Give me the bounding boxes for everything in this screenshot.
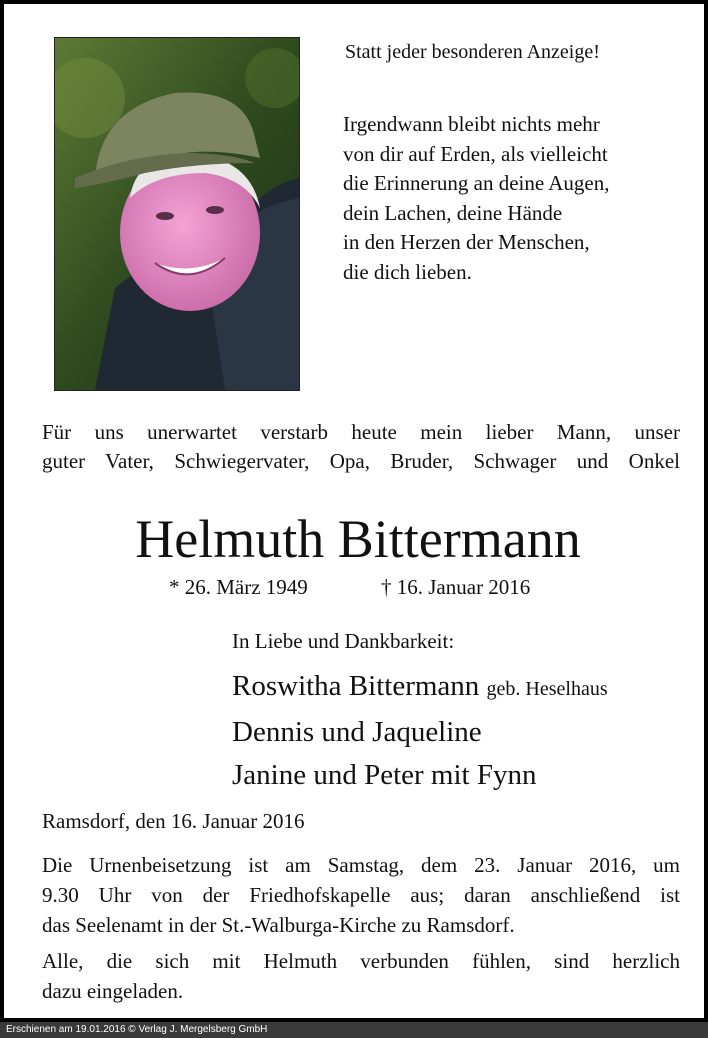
poem-line: Irgendwann bleibt nichts mehr — [343, 112, 600, 136]
poem-line: die Erinnerung an deine Augen, — [343, 171, 610, 195]
poem — [343, 110, 683, 287]
family-member: Dennis und Jaqueline — [232, 716, 482, 748]
ceremony-line: Die Urnenbeisetzung ist am Samstag, dem 23. Januar 2016, um — [42, 853, 680, 877]
thanks-line: In Liebe und Dankbarkeit: — [232, 629, 455, 653]
poem-line: die dich lieben. — [343, 259, 472, 284]
deceased-name: Helmuth Bittermann — [135, 509, 581, 569]
family-list — [232, 665, 608, 797]
poem-line: dein Lachen, deine Hände — [343, 200, 563, 225]
family-member-name: Roswitha Bittermann — [232, 670, 480, 702]
publication-footer — [0, 1022, 708, 1038]
footer-text: Erschienen am 19.01.2016 © Verlag J. Mergelsberg GmbH — [6, 1024, 268, 1035]
portrait-photo — [54, 37, 300, 391]
ceremony-line: das Seelenamt in der St.-Walburga-Kirche zu Ramsdorf. — [42, 913, 515, 937]
maiden-name: geb. Heselhaus — [486, 678, 608, 700]
family-member — [232, 665, 608, 711]
birth-date: * 26. März 1949 — [169, 575, 308, 599]
poem-line: in den Herzen der Menschen, — [343, 230, 590, 254]
place-date: Ramsdorf, den 16. Januar 2016 — [42, 809, 305, 833]
ceremony-line: 9.30 Uhr von der Friedhofskapelle aus; daran anschließend ist — [42, 883, 680, 907]
headline: Statt jeder besonderen Anzeige! — [345, 41, 600, 63]
announcement-line: Für uns unerwartet verstarb heute mein lieber Mann, unser — [42, 420, 680, 444]
portrait-photo-image — [55, 38, 299, 390]
poem-line: von dir auf Erden, als vielleicht — [343, 141, 608, 166]
family-member: Janine und Peter mit Fynn — [232, 759, 537, 791]
death-date: † 16. Januar 2016 — [381, 575, 531, 599]
ceremony-info — [42, 850, 680, 940]
invitation-text — [42, 946, 680, 1006]
announcement-line: guter Vater, Schwiegervater, Opa, Bruder, Schwager und Onkel — [42, 449, 680, 473]
invitation-line: dazu eingeladen. — [42, 979, 184, 1003]
invitation-line: Alle, die sich mit Helmuth verbunden fühlen, sind herzlich — [42, 949, 680, 973]
announcement-text — [42, 418, 680, 476]
